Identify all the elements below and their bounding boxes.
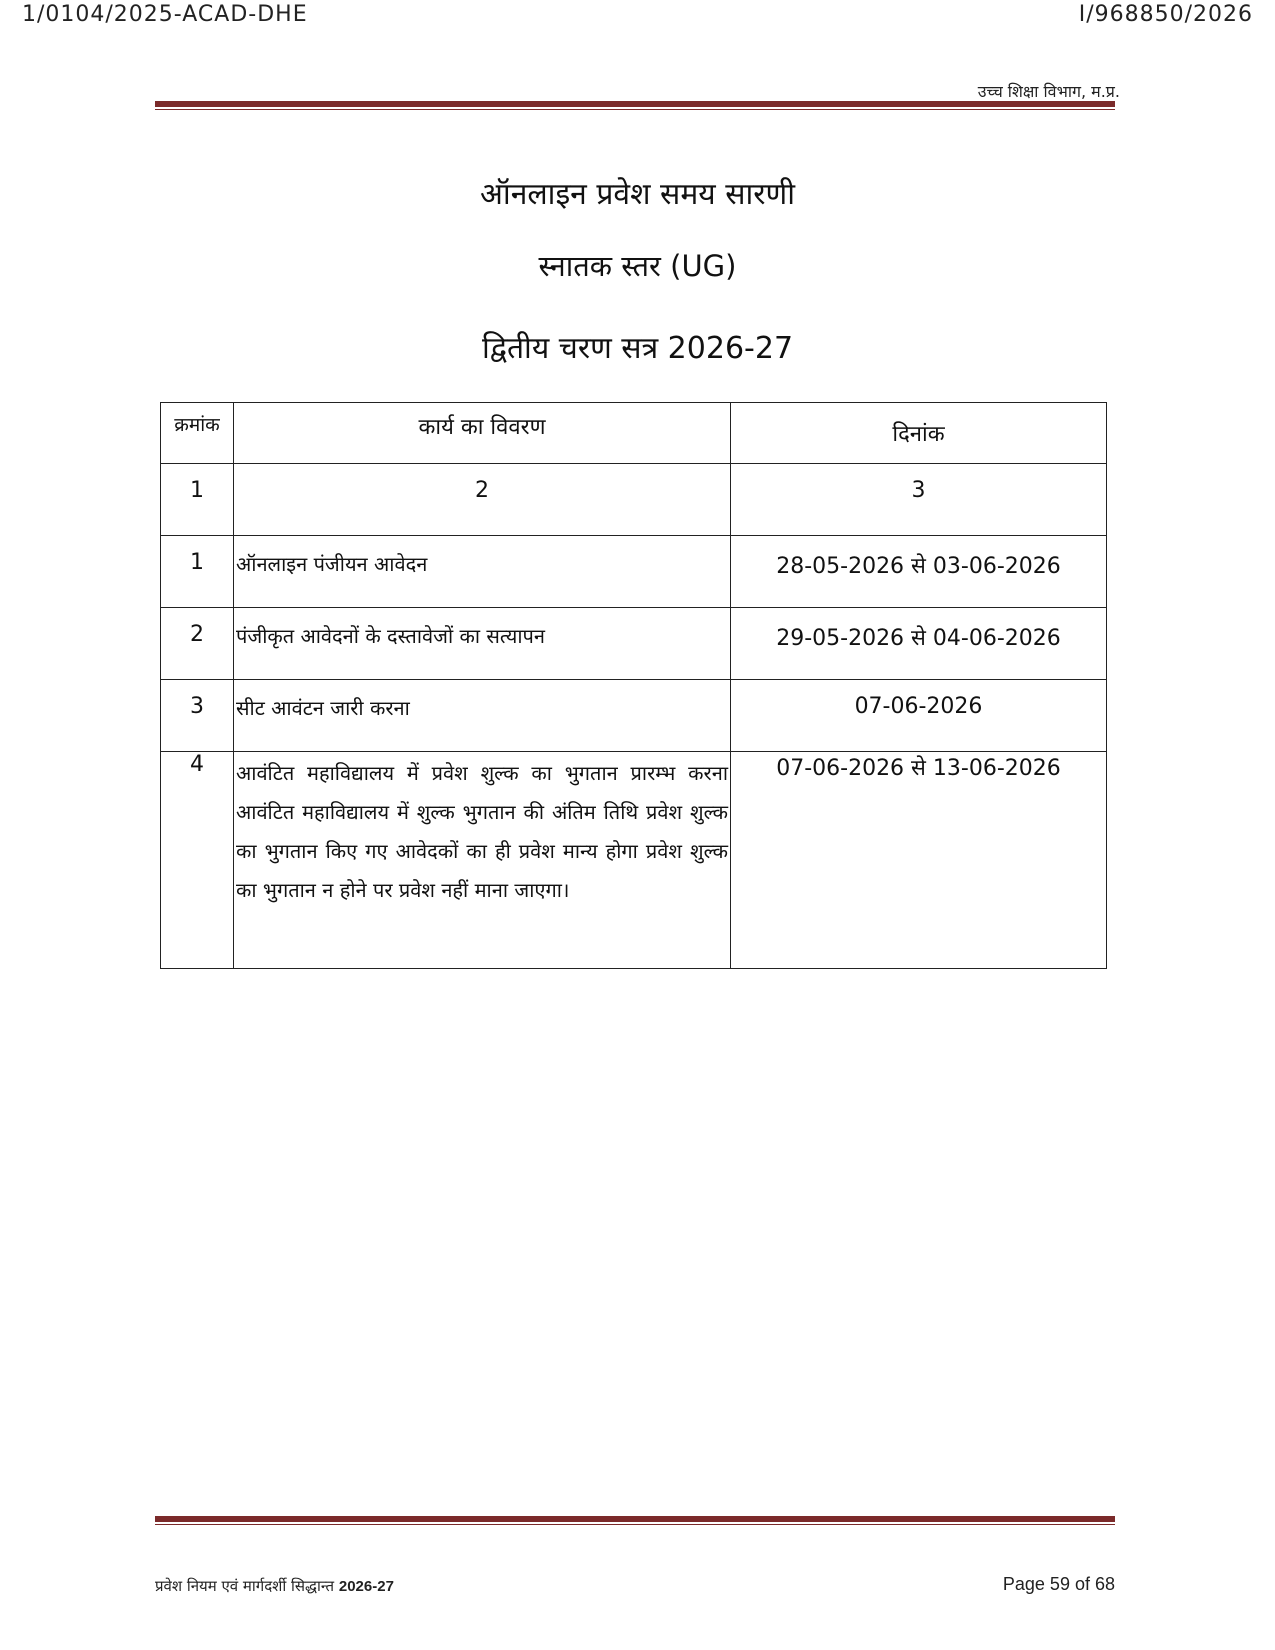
header-description: कार्य का विवरण — [234, 403, 731, 464]
department-header: उच्च शिक्षा विभाग, म.प्र. — [977, 82, 1120, 101]
footer-rule-thin — [155, 1524, 1115, 1525]
row-description: पंजीकृत आवेदनों के दस्तावेजों का सत्यापन — [234, 608, 731, 680]
footer-document-title — [155, 1576, 394, 1596]
column-number-date: 3 — [731, 464, 1107, 536]
row-description: ऑनलाइन पंजीयन आवेदन — [234, 536, 731, 608]
header-rule-thin — [155, 109, 1115, 110]
page-subtitle: स्नातक स्तर (UG) — [538, 249, 737, 283]
page-title: ऑनलाइन प्रवेश समय सारणी — [480, 177, 795, 212]
row-description: आवंटित महाविद्यालय में प्रवेश शुल्क का भुगतान प्रारम्भ करना आवंटित महाविद्यालय में शुल्क भुगतान की अंतिम तिथि प्रवेश शुल्क का भुगतान किए गए आवेदकों का ही प्रवेश मान्य होगा प्रवेश शुल्क का भुगतान न होने पर प्रवेश नहीं माना जाएगा। — [234, 752, 731, 969]
file-reference-left: 1/0104/2025-ACAD-DHE — [22, 2, 308, 27]
table-row — [161, 536, 1107, 608]
table-row — [161, 752, 1107, 969]
row-serial: 4 — [161, 752, 234, 969]
footer-rule-thick — [155, 1516, 1115, 1522]
column-number-serial: 1 — [161, 464, 234, 536]
table-row — [161, 608, 1107, 680]
header-date: दिनांक — [731, 403, 1107, 464]
row-date: 28-05-2026 से 03-06-2026 — [731, 536, 1107, 608]
row-date: 07-06-2026 से 13-06-2026 — [731, 752, 1107, 969]
column-number-description: 2 — [234, 464, 731, 536]
table-header-row — [161, 403, 1107, 464]
file-reference-right: I/968850/2026 — [1078, 2, 1253, 27]
row-serial: 2 — [161, 608, 234, 680]
table-row — [161, 680, 1107, 752]
footer-title-text: प्रवेश नियम एवं मार्गदर्शी सिद्धान्त — [155, 1577, 335, 1595]
header-rule-thick — [155, 101, 1115, 107]
page-number: Page 59 of 68 — [1002, 1574, 1115, 1594]
footer-year: 2026-27 — [338, 1578, 394, 1595]
row-date: 07-06-2026 — [731, 680, 1107, 752]
header-serial: क्रमांक — [161, 403, 234, 464]
row-date: 29-05-2026 से 04-06-2026 — [731, 608, 1107, 680]
session-title: द्वितीय चरण सत्र 2026-27 — [481, 331, 794, 366]
row-description: सीट आवंटन जारी करना — [234, 680, 731, 752]
column-number-row — [161, 464, 1107, 536]
row-serial: 3 — [161, 680, 234, 752]
row-serial: 1 — [161, 536, 234, 608]
schedule-table — [160, 402, 1107, 969]
